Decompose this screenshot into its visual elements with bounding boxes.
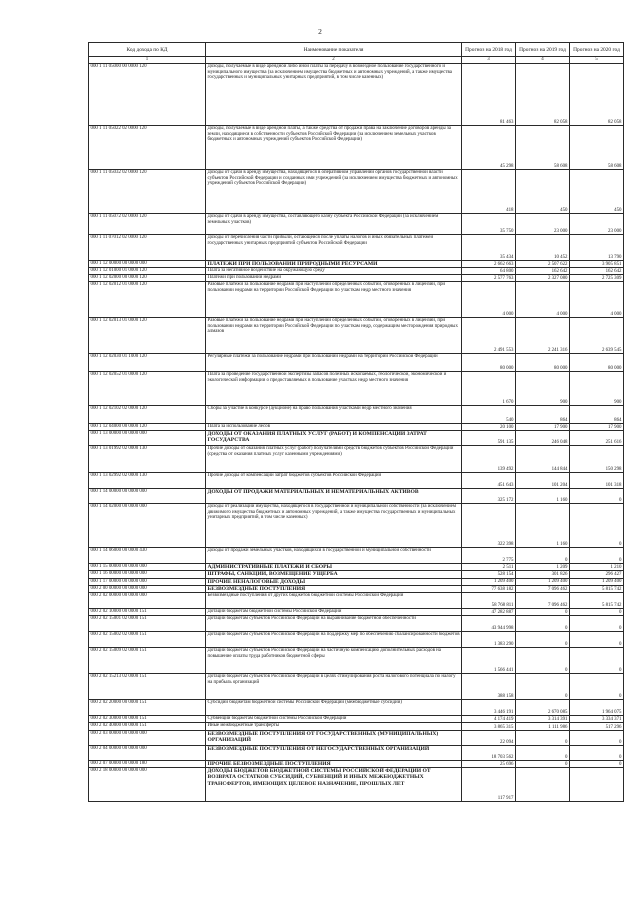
table-row <box>89 354 624 372</box>
forecast-2019-cell: 0 <box>516 616 570 632</box>
table-row <box>89 731 624 746</box>
indicator-name-cell: Платежи при пользовании недрами <box>206 275 462 282</box>
header-2019: Прогноз на 2019 год <box>516 43 570 57</box>
indicator-name-cell: Плата за негативное воздействие на окружающую среду <box>206 268 462 275</box>
budget-code-cell: 000 2 02 30000 00 0000 151 <box>89 716 206 723</box>
forecast-2018-cell: 64 800 <box>462 268 516 275</box>
forecast-2019-cell: 900 <box>516 372 570 406</box>
forecast-2019-cell: 1 160 <box>516 489 570 504</box>
forecast-2019-cell: 2 241 316 <box>516 318 570 354</box>
forecast-2020-cell: 17 900 <box>570 424 624 431</box>
indicator-name-cell: Прочие доходы от оказания платных услуг (работ) получателями средств бюджетов субъектов Российской Федерации (средства от оказания платных услуг казенными учреждениями) <box>206 446 462 473</box>
forecast-2018-cell: 1 566 441 <box>462 648 516 674</box>
forecast-2020-cell: 5 815 742 <box>570 585 624 592</box>
table-row <box>89 282 624 318</box>
table-body <box>89 64 624 802</box>
indicator-name-cell: Доходы от сдачи в аренду имущества, находящегося в оперативном управлении органов государственной власти субъектов Российской Федерации и созданных ими учреждений (за исключением имущества бюджетных и автономных учреждений субъектов Российской Федерации) <box>206 170 462 214</box>
table-row <box>89 406 624 424</box>
forecast-2019-cell: 0 <box>516 674 570 700</box>
budget-code-cell: 000 2 02 15001 02 0000 151 <box>89 616 206 632</box>
forecast-2020-cell: 296 427 <box>570 571 624 578</box>
budget-code-cell: 000 1 12 02000 00 0000 120 <box>89 275 206 282</box>
budget-code-cell: 000 2 02 15002 02 0000 151 <box>89 632 206 648</box>
budget-code-cell: 000 1 12 02052 01 0000 120 <box>89 372 206 406</box>
table-row <box>89 571 624 578</box>
table-row <box>89 593 624 609</box>
budget-code-cell: 000 1 12 04000 00 0000 120 <box>89 424 206 431</box>
budget-code-cell: 000 1 16 00000 00 0000 000 <box>89 571 206 578</box>
forecast-2018-cell: 4 000 <box>462 282 516 318</box>
table-row <box>89 723 624 731</box>
forecast-2018-cell: 4 174 419 <box>462 716 516 723</box>
table-row <box>89 609 624 616</box>
forecast-2019-cell: 80 000 <box>516 354 570 372</box>
forecast-2020-cell: 0 <box>570 674 624 700</box>
forecast-2020-cell: 0 <box>570 761 624 768</box>
forecast-2018-cell: 2 577 763 <box>462 275 516 282</box>
forecast-2020-cell: 0 <box>570 616 624 632</box>
forecast-2020-cell: 0 <box>570 609 624 616</box>
forecast-2019-cell: 1 160 <box>516 504 570 548</box>
forecast-2020-cell: 101 318 <box>570 473 624 489</box>
budget-code-cell: 000 2 02 20000 00 0000 151 <box>89 700 206 716</box>
forecast-2020-cell: 58 608 <box>570 126 624 170</box>
indicator-name-cell: Безвозмездные поступления от других бюджетов бюджетной системы Российской Федерации <box>206 593 462 609</box>
table-row <box>89 235 624 261</box>
table-row <box>89 275 624 282</box>
forecast-2018-cell: 322 398 <box>462 504 516 548</box>
indicator-name-cell: ДОХОДЫ ОТ ОКАЗАНИЯ ПЛАТНЫХ УСЛУГ (РАБОТ) И КОМПЕНСАЦИИ ЗАТРАТ ГОСУДАРСТВА <box>206 431 462 446</box>
forecast-2018-cell: 35 750 <box>462 214 516 235</box>
forecast-2020-cell: 0 <box>570 648 624 674</box>
forecast-2018-cell: 418 <box>462 170 516 214</box>
forecast-2020-cell: 5 815 742 <box>570 593 624 609</box>
forecast-2018-cell: 1 670 <box>462 372 516 406</box>
table-row <box>89 424 624 431</box>
forecast-2018-cell: 35 434 <box>462 235 516 261</box>
forecast-2019-cell: 0 <box>516 731 570 746</box>
indicator-name-cell: Дотации бюджетам субъектов Российской Федерации на выравнивание бюджетной обеспеченности <box>206 616 462 632</box>
forecast-2019-cell: 162 642 <box>516 268 570 275</box>
table-row <box>89 446 624 473</box>
budget-code-cell: 000 1 13 01992 02 0000 130 <box>89 446 206 473</box>
forecast-2020-cell <box>570 768 624 802</box>
forecast-2019-cell: 4 000 <box>516 282 570 318</box>
forecast-2019-cell: 864 <box>516 406 570 424</box>
budget-code-cell: 000 1 17 00000 00 0000 000 <box>89 578 206 585</box>
budget-code-cell: 000 2 02 15213 02 0000 151 <box>89 674 206 700</box>
budget-code-cell: 000 2 07 00000 00 0000 180 <box>89 761 206 768</box>
forecast-2018-cell: 1 209 400 <box>462 578 516 585</box>
header-name: Наименование показателя <box>206 43 462 57</box>
budget-code-cell: 000 1 12 02012 01 0000 120 <box>89 282 206 318</box>
indicator-name-cell: Иные межбюджетные трансферты <box>206 723 462 731</box>
forecast-2019-cell: 3 314 391 <box>516 716 570 723</box>
table-row <box>89 761 624 768</box>
forecast-2018-cell: 388 158 <box>462 674 516 700</box>
indicator-name-cell: ПРОЧИЕ БЕЗВОЗМЕЗДНЫЕ ПОСТУПЛЕНИЯ <box>206 761 462 768</box>
budget-code-cell: 000 1 12 00000 00 0000 000 <box>89 261 206 268</box>
forecast-2018-cell: 139 492 <box>462 446 516 473</box>
forecast-2019-cell: 1 209 <box>516 564 570 571</box>
budget-code-cell: 000 1 11 05072 02 0000 120 <box>89 214 206 235</box>
forecast-2020-cell: 162 642 <box>570 268 624 275</box>
indicator-name-cell: Доходы от реализации имущества, находящегося в государственной и муниципальной собственности (за исключением движимого имущества бюджетных и автономных учреждений, а также имущества государственных и муниципальных унитарных предприятий, в том числе казенных) <box>206 504 462 548</box>
header-code: Код дохода по КД <box>89 43 206 57</box>
table-row <box>89 170 624 214</box>
table-row <box>89 585 624 592</box>
table-row <box>89 126 624 170</box>
column-number: 2 <box>206 57 462 64</box>
table-row <box>89 648 624 674</box>
indicator-name-cell: ДОХОДЫ ОТ ПРОДАЖИ МАТЕРИАЛЬНЫХ И НЕМАТЕРИАЛЬНЫХ АКТИВОВ <box>206 489 462 504</box>
budget-code-cell: 000 2 04 00000 00 0000 000 <box>89 746 206 761</box>
table-row <box>89 548 624 564</box>
indicator-name-cell: Дотации бюджетам субъектов Российской Федерации на частичную компенсацию дополнительных расходов на повышение оплаты труда работников бюджетной сферы <box>206 648 462 674</box>
budget-code-cell: 000 1 14 06000 00 0000 430 <box>89 548 206 564</box>
forecast-2020-cell: 4 000 <box>570 282 624 318</box>
forecast-2019-cell: 301 826 <box>516 571 570 578</box>
budget-code-cell: 000 1 12 02030 01 1000 120 <box>89 354 206 372</box>
indicator-name-cell: Доходы от продажи земельных участков, находящихся в государственной и муниципальной собственности <box>206 548 462 564</box>
forecast-2020-cell: 150 298 <box>570 446 624 473</box>
table-row <box>89 616 624 632</box>
indicator-name-cell: Регулярные платежи за пользование недрами при пользовании недрами на территории Российской Федерации <box>206 354 462 372</box>
forecast-2019-cell: 1 209 400 <box>516 578 570 585</box>
indicator-name-cell: ПРОЧИЕ НЕНАЛОГОВЫЕ ДОХОДЫ <box>206 578 462 585</box>
budget-code-cell: 000 2 18 00000 00 0000 000 <box>89 768 206 802</box>
forecast-2019-cell: 450 <box>516 170 570 214</box>
indicator-name-cell: АДМИНИСТРАТИВНЫЕ ПЛАТЕЖИ И СБОРЫ <box>206 564 462 571</box>
forecast-2019-cell: 1 111 986 <box>516 723 570 731</box>
indicator-name-cell: Доходы от сдачи в аренду имущества, составляющего казну субъекта Российской Федерации (за исключением земельных участков) <box>206 214 462 235</box>
budget-code-cell: 000 1 15 00000 00 0000 000 <box>89 564 206 571</box>
forecast-2020-cell: 0 <box>570 746 624 761</box>
indicator-name-cell: ДОХОДЫ БЮДЖЕТОВ БЮДЖЕТНОЙ СИСТЕМЫ РОССИЙСКОЙ ФЕДЕРАЦИИ ОТ ВОЗВРАТА ОСТАТКОВ СУБСИДИЙ, СУБВЕНЦИЙ И ИНЫХ МЕЖБЮДЖЕТНЫХ ТРАНСФЕРТОВ, ИМЕЮЩИХ ЦЕЛЕВОЕ НАЗНАЧЕНИЕ, ПРОШЛЫХ ЛЕТ <box>206 768 462 802</box>
table-row <box>89 372 624 406</box>
forecast-2020-cell: 1 210 <box>570 564 624 571</box>
forecast-2019-cell: 0 <box>516 761 570 768</box>
column-number: 1 <box>89 57 206 64</box>
forecast-2020-cell: 82 058 <box>570 64 624 126</box>
forecast-2019-cell: 0 <box>516 632 570 648</box>
forecast-2020-cell: 3 334 371 <box>570 716 624 723</box>
forecast-2018-cell: 20 100 <box>462 424 516 431</box>
forecast-2018-cell: 47 282 887 <box>462 609 516 616</box>
budget-code-cell: 000 1 11 05022 02 0000 120 <box>89 126 206 170</box>
revenue-forecast-table <box>88 42 624 802</box>
forecast-2020-cell: 1 964 075 <box>570 700 624 716</box>
indicator-name-cell: Плата за проведение государственной экспертизы запасов полезных ископаемых, геологической, экономической и экологической информации о предоставляемых в пользование участках недр местного значения <box>206 372 462 406</box>
forecast-2020-cell: 0 <box>570 731 624 746</box>
forecast-2018-cell: 2 775 <box>462 548 516 564</box>
forecast-2020-cell: 2 725 309 <box>570 275 624 282</box>
forecast-2019-cell: 17 900 <box>516 424 570 431</box>
header-2018: Прогноз на 2018 год <box>462 43 516 57</box>
forecast-2018-cell: 25 696 <box>462 761 516 768</box>
indicator-name-cell: БЕЗВОЗМЕЗДНЫЕ ПОСТУПЛЕНИЯ ОТ НЕГОСУДАРСТВЕННЫХ ОРГАНИЗАЦИЙ <box>206 746 462 761</box>
indicator-name-cell: Доходы, получаемые в виде арендной либо иной платы за передачу в возмездное пользование государственного и муниципального имущества (за исключением имущества бюджетных и автономных учреждений, а также имущества государственных и муниципальных унитарных предприятий, в том числе казенных) <box>206 64 462 126</box>
forecast-2018-cell: 2 662 663 <box>462 261 516 268</box>
forecast-2018-cell: 81 463 <box>462 64 516 126</box>
budget-code-cell: 000 1 12 01000 01 0000 120 <box>89 268 206 275</box>
table-row <box>89 716 624 723</box>
table-row <box>89 700 624 716</box>
forecast-2019-cell: 144 844 <box>516 446 570 473</box>
forecast-2019-cell: 0 <box>516 648 570 674</box>
forecast-2020-cell: 0 <box>570 548 624 564</box>
budget-code-cell: 000 1 12 02013 01 0000 120 <box>89 318 206 354</box>
forecast-2018-cell: 77 638 182 <box>462 585 516 592</box>
table-row <box>89 431 624 446</box>
budget-code-cell: 000 2 02 00000 00 0000 000 <box>89 593 206 609</box>
indicator-name-cell: Доходы от перечисления части прибыли, остающейся после уплаты налогов и иных обязательных платежей государственных унитарных предприятий субъектов Российской Федерации <box>206 235 462 261</box>
forecast-2019-cell: 2 670 085 <box>516 700 570 716</box>
header-2020: Прогноз на 2020 год <box>570 43 624 57</box>
forecast-2018-cell: 2 511 <box>462 564 516 571</box>
forecast-2019-cell: 101 204 <box>516 473 570 489</box>
indicator-name-cell: Прочие доходы от компенсации затрат бюджетов субъектов Российской Федерации <box>206 473 462 489</box>
forecast-2018-cell: 43 944 998 <box>462 616 516 632</box>
forecast-2019-cell: 58 608 <box>516 126 570 170</box>
table-row <box>89 674 624 700</box>
forecast-2018-cell: 80 000 <box>462 354 516 372</box>
indicator-name-cell: Разовые платежи за пользование недрами при наступлении определенных событий, оговоренных в лицензии, при пользовании недрами на территории Российской Федерации по участкам недр, содержащим месторождения природных алмазов <box>206 318 462 354</box>
forecast-2020-cell: 23 000 <box>570 214 624 235</box>
indicator-name-cell: Субвенции бюджетам бюджетной системы Российской Федерации <box>206 716 462 723</box>
forecast-2018-cell: 22 094 <box>462 731 516 746</box>
forecast-2018-cell: 1 383 290 <box>462 632 516 648</box>
forecast-2019-cell: 246 048 <box>516 431 570 446</box>
table-row <box>89 578 624 585</box>
column-number: 5 <box>570 57 624 64</box>
forecast-2019-cell <box>516 768 570 802</box>
column-number: 4 <box>516 57 570 64</box>
forecast-2020-cell: 2 639 545 <box>570 318 624 354</box>
forecast-2019-cell: 0 <box>516 548 570 564</box>
indicator-name-cell: БЕЗВОЗМЕЗДНЫЕ ПОСТУПЛЕНИЯ ОТ ГОСУДАРСТВЕННЫХ (МУНИЦИПАЛЬНЫХ) ОРГАНИЗАЦИЙ <box>206 731 462 746</box>
table-row <box>89 489 624 504</box>
forecast-2020-cell: 13 790 <box>570 235 624 261</box>
forecast-2019-cell: 0 <box>516 746 570 761</box>
budget-code-cell: 000 2 02 10000 00 0000 151 <box>89 609 206 616</box>
forecast-2020-cell: 0 <box>570 489 624 504</box>
table-row <box>89 504 624 548</box>
table-row <box>89 768 624 802</box>
indicator-name-cell: Дотации бюджетам бюджетной системы Российской Федерации <box>206 609 462 616</box>
forecast-2018-cell: 117 917 <box>462 768 516 802</box>
budget-code-cell: 000 1 11 05032 02 0000 120 <box>89 170 206 214</box>
forecast-2018-cell: 58 768 811 <box>462 593 516 609</box>
indicator-name-cell: Дотации бюджетам субъектов Российской Федерации в целях стимулирования роста налогового потенциала по налогу на прибыль организаций <box>206 674 462 700</box>
table-row <box>89 261 624 268</box>
table-row <box>89 214 624 235</box>
budget-code-cell: 000 1 13 02992 02 0000 130 <box>89 473 206 489</box>
forecast-2018-cell: 528 154 <box>462 571 516 578</box>
budget-code-cell: 000 1 11 05000 00 0000 120 <box>89 64 206 126</box>
budget-code-cell: 000 1 14 02000 00 0000 000 <box>89 504 206 548</box>
forecast-2020-cell: 450 <box>570 170 624 214</box>
indicator-name-cell: ПЛАТЕЖИ ПРИ ПОЛЬЗОВАНИИ ПРИРОДНЫМИ РЕСУРСАМИ <box>206 261 462 268</box>
indicator-name-cell: ШТРАФЫ, САНКЦИИ, ВОЗМЕЩЕНИЕ УЩЕРБА <box>206 571 462 578</box>
table-row <box>89 268 624 275</box>
forecast-2018-cell: 45 298 <box>462 126 516 170</box>
forecast-2019-cell: 2 327 080 <box>516 275 570 282</box>
forecast-2019-cell: 0 <box>516 609 570 616</box>
forecast-2019-cell: 7 096 462 <box>516 593 570 609</box>
indicator-name-cell: Разовые платежи за пользование недрами при наступлении определенных событий, оговоренных в лицензии, при пользовании недрами на территории Российской Федерации по участкам недр местного значения <box>206 282 462 318</box>
budget-code-cell: 000 1 12 02102 02 0000 120 <box>89 406 206 424</box>
forecast-2020-cell: 251 616 <box>570 431 624 446</box>
budget-code-cell: 000 1 14 00000 00 0000 000 <box>89 489 206 504</box>
forecast-2020-cell: 864 <box>570 406 624 424</box>
table-row <box>89 746 624 761</box>
budget-code-cell: 000 2 03 00000 00 0000 000 <box>89 731 206 746</box>
table-row <box>89 318 624 354</box>
forecast-2019-cell: 23 000 <box>516 214 570 235</box>
table-row <box>89 632 624 648</box>
table-row <box>89 564 624 571</box>
forecast-2020-cell: 517 296 <box>570 723 624 731</box>
forecast-2018-cell: 540 <box>462 406 516 424</box>
forecast-2020-cell: 900 <box>570 372 624 406</box>
budget-code-cell: 000 2 02 15009 02 0000 151 <box>89 648 206 674</box>
forecast-2018-cell: 3 865 315 <box>462 723 516 731</box>
table-row <box>89 473 624 489</box>
budget-code-cell: 000 1 13 00000 00 0000 000 <box>89 431 206 446</box>
forecast-2018-cell: 18 703 562 <box>462 746 516 761</box>
table-row <box>89 64 624 126</box>
budget-code-cell: 000 2 02 40000 00 0000 151 <box>89 723 206 731</box>
budget-code-cell: 000 1 11 07012 02 0000 120 <box>89 235 206 261</box>
forecast-2018-cell: 325 172 <box>462 489 516 504</box>
forecast-2018-cell: 451 643 <box>462 473 516 489</box>
forecast-2020-cell: 80 000 <box>570 354 624 372</box>
column-number: 3 <box>462 57 516 64</box>
forecast-2018-cell: 2 491 553 <box>462 318 516 354</box>
forecast-2018-cell: 3 446 191 <box>462 700 516 716</box>
indicator-name-cell: Субсидии бюджетам бюджетной системы Российской Федерации (межбюджетные субсидии) <box>206 700 462 716</box>
indicator-name-cell: Сборы за участие в конкурсе (аукционе) на право пользования участками недр местного значения <box>206 406 462 424</box>
forecast-2018-cell: 591 135 <box>462 431 516 446</box>
forecast-2019-cell: 82 058 <box>516 64 570 126</box>
forecast-2019-cell: 7 096 462 <box>516 585 570 592</box>
forecast-2020-cell: 1 209 400 <box>570 578 624 585</box>
forecast-2020-cell: 0 <box>570 504 624 548</box>
forecast-2019-cell: 10 452 <box>516 235 570 261</box>
page-number: 2 <box>318 27 322 36</box>
indicator-name-cell: БЕЗВОЗМЕЗДНЫЕ ПОСТУПЛЕНИЯ <box>206 585 462 592</box>
forecast-2019-cell: 2 507 622 <box>516 261 570 268</box>
budget-code-cell: 000 2 00 00000 00 0000 000 <box>89 585 206 592</box>
indicator-name-cell: Доходы, получаемые в виде арендной платы, а также средства от продажи права на заключение договоров аренды за земли, находящиеся в собственности субъектов Российской Федерации (за исключением земельных участков бюджетных и автономных учреждений субъектов Российской Федерации) <box>206 126 462 170</box>
indicator-name-cell: Плата за использование лесов <box>206 424 462 431</box>
forecast-2020-cell: 0 <box>570 632 624 648</box>
forecast-2020-cell: 3 905 851 <box>570 261 624 268</box>
indicator-name-cell: Дотации бюджетам субъектов Российской Федерации на поддержку мер по обеспечению сбалансированности бюджетов <box>206 632 462 648</box>
